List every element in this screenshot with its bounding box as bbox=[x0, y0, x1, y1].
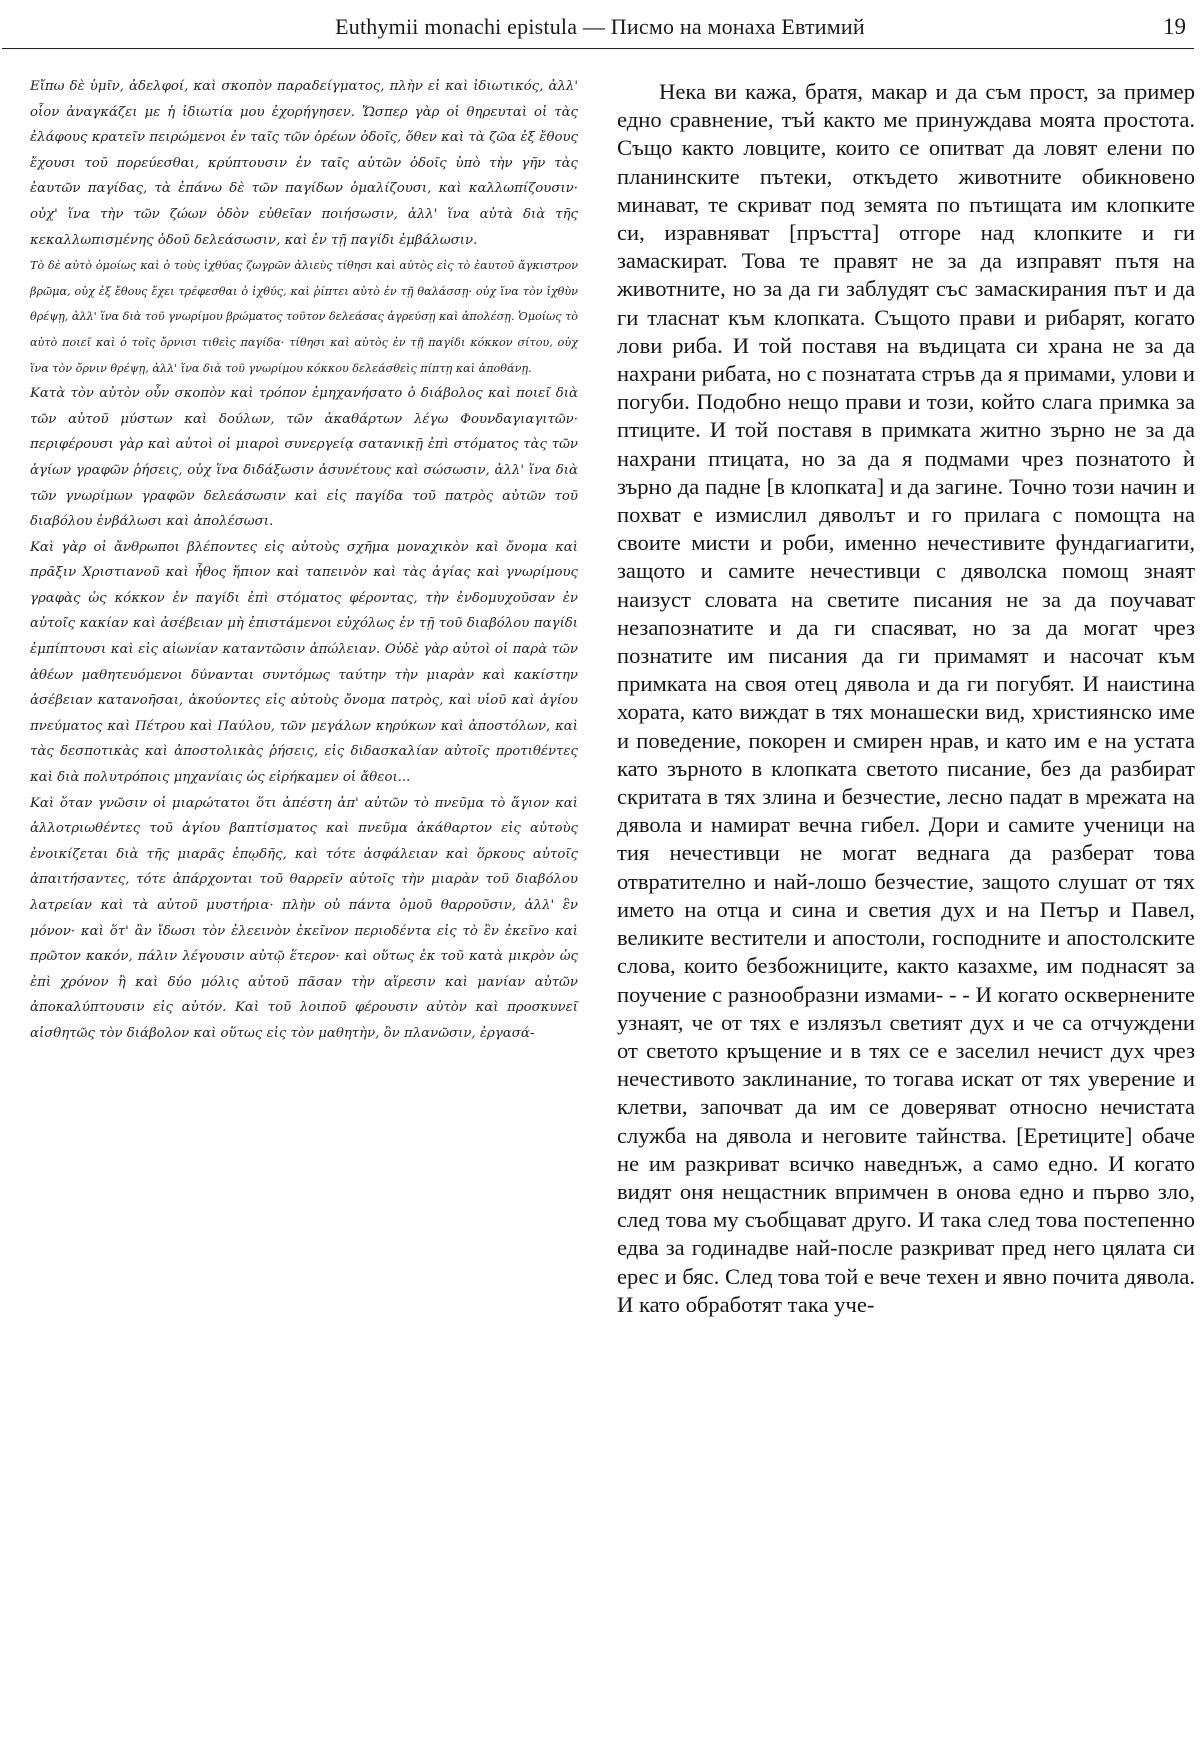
header-rule bbox=[2, 48, 1194, 49]
greek-text-column bbox=[30, 74, 578, 1047]
bulgarian-translation-column bbox=[617, 78, 1195, 1319]
bulgarian-paragraph: Нека ви кажа, братя, макар и да съм прост, за пример едно сравнение, тъй както ме принуждава моята простота. Също както ловците, които се опитват да ловят елени по планинските пътеки, откъдето животните обикновено минават, те скриват под земята по пътищата им клопките си, изравняват [пръстта] отгоре над клопките и ги замаскират. Това те правят не за да изправят пътя на животните, но за да ги заблудят със замаскирания път и да ги тласнат към клопката. Същото прави и рибарят, когато лови риба. И той поставя на въдицата си храна не за да нахрани рибата, но с познатата стръв да я примами, улови и погуби. Подобно нещо прави и този, който слага примка за птиците. И той поставя в примката житно зърно не за да нахрани птицата, но за да я подмами чрез познатото ѝ зърно да падне [в клопката] и да загине. Точно този начин и похват е измислил дяволът и го прилага с помощта на своите мисти и роби, именно нечестивите фундагиагити, защото и самите нечестивци с дяволска помощ знаят наизуст словата на светите писания не за да поучават незапознатите и да ги спасяват, но за да могат чрез познатите им писания да ги примамят и насочат към примката на своя отец дявола и да ги погубят. И наистина хората, като виждат в тях монашески вид, християнско име и поведение, покорен и смирен нрав, и като им е на устата като зърното в клопката светото писание, без да разбират скритата в тях злина и безчестие, лесно падат в мрежата на дявола и намират вечна гибел. Дори и самите ученици на тия нечестивци не могат веднага да разберат това отвратително и най-лошо безчестие, защото слушат от тях името на отца и сина и светия дух и на Петър и Павел, великите вестители и апостоли, господните и апостолските слова, които безбожниците, както казахме, им поднасят за поучение с разнообразни измами- - - И когато осквернените узнаят, че от тях е излязъл светият дух и че са отчуждени от светото кръщение и в тях се е заселил нечист дух чрез нечестивото заклинание, то тогава искат от тях уверение и клетви, започват да им се доверяват относно нечистата служба на дявола и неговите тайнства. [Еретиците] обаче не им разкриват всичко наведнъж, а само едно. И когато видят оня нещастник впримчен в онова едно и първо зло, след това му съобщават друго. И така след това постепенно едва за годинадве най-после разкриват пред него цялата си ерес и бяс. След това той е вече техен и явно почита дявола. И като обработят така уче- bbox=[617, 79, 1195, 1317]
greek-paragraph-5: Καὶ ὅταν γνῶσιν οἱ μιαρώτατοι ὅτι ἀπέστη ἀπ' αὐτῶν τὸ πνεῦμα τὸ ἅγιον καὶ ἀλλοτριωθέντες τοῦ ἁγίου βαπτίσματος καὶ πνεῦμα ἀκάθαρτον εἰς αὐτοὺς ἐνοικίζεται διὰ τῆς μιαρᾶς ἐπῳδῆς, καὶ τότε ἀσφάλειαν καὶ ὅρκους αὐτοῖς ἀπαιτήσαντες, τότε ἀπάρχονται τοῦ θαρρεῖν αὐτοῖς τὴν μιαρὰν τοῦ διαβόλου λατρείαν καὶ τὰ αὐτοῦ μυστήρια· πλὴν οὐ πάντα ὁμοῦ θαρροῦσιν, ἀλλ' ἓν μόνον· καὶ ὅτ' ἂν ἴδωσι τὸν ἐλεεινὸν ἐκεῖνον περιοδέντα εἰς τὸ ἓν ἐκεῖνο καὶ πρῶτον κακόν, πάλιν λέγουσιν αὐτῷ ἕτερον· καὶ οὕτως ἐκ τοῦ κατὰ μικρὸν ὡς ἐπὶ χρόνον ἢ καὶ δύο μόλις αὐτοῦ πᾶσαν τὴν αἵρεσιν καὶ μανίαν αὐτῶν ἀποκαλύπτουσιν εἰς αὐτόν. Καὶ τοῦ λοιποῦ φέρουσιν αὐτὸν καὶ προσκυνεῖ αἰσθητῶς τὸν διάβολον καὶ οὕτως εἰς τὸν μαθητὴν, ὃν πλανῶσιν, ἐργασά- bbox=[30, 795, 578, 1041]
running-title: Euthymii monachi epistula — Писмо на монаха Евтимий bbox=[335, 14, 865, 39]
page-number: 19 bbox=[1163, 14, 1186, 39]
greek-paragraph-1: Εἴπω δὲ ὑμῖν, ἀδελφοί, καὶ σκοπὸν παραδείγματος, πλὴν εἰ καὶ ἰδιωτικός, ἀλλ' οἷον ἀναγκάζει με ἡ ἰδιωτία μου ἐχορήγησεν. Ὥσπερ γὰρ οἱ θηρευταὶ οἱ τὰς ἐλάφους κρατεῖν πειρώμενοι ἐν ταῖς τῶν ὀρέων ὁδοῖς, ὅθεν καὶ τὰ ζῶα ἐξ ἔθους ἔχουσι τοῦ πορεύεσθαι, κρύπτουσιν ἐν ταῖς αὐτῶν ὁδοῖς ὑπὸ τὴν γῆν τὰς ἑαυτῶν παγίδας, τὰ ἐπάνω δὲ τῶν παγίδων ὁμαλίζουσι, καὶ καλλωπίζουσιν· οὐχ' ἵνα τὴν τῶν ζώων ὁδὸν εὐθεῖαν ποιήσωσιν, ἀλλ' ἵνα αὐτὰ διὰ τῆς κεκαλλωπισμένης ὁδοῦ δελεάσωσιν, καὶ ἐν τῇ παγίδι ἐμβάλωσιν. bbox=[30, 79, 578, 248]
page-header bbox=[0, 8, 1200, 50]
greek-paragraph-2: Τὸ δὲ αὐτὸ ὁμοίως καὶ ὁ τοὺς ἰχθύας ζωγρῶν ἁλιεὺς τίθησι καὶ αὐτὸς εἰς τὸ ἑαυτοῦ ἄγκιστρον βρῶμα, οὐχ ἐξ ἔθους ἔχει τρέφεσθαι ὁ ἰχθύς, καὶ ῥίπτει αὐτὸ ἐν τῇ θαλάσσῃ· οὐχ ἵνα τὸν ἰχθὺν θρέψῃ, ἀλλ' ἵνα διὰ τοῦ γνωρίμου βρώματος τοῦτον δελεάσας ἀγρεύσῃ καὶ ἀπολέσῃ. Ὁμοίως τὸ αὐτὸ ποιεῖ καὶ ὁ τοῖς ὄρνισι τιθεὶς παγίδα· τίθησι καὶ αὐτὸς ἐν τῇ παγίδι κόκκον σίτου, οὐχ ἵνα τὸν ὄρνιν θρέψῃ, ἀλλ' ἵνα διὰ τοῦ γνωρίμου κόκκου δελεάσθεὶς πίπτῃ καὶ ἀποθάνῃ. bbox=[30, 259, 578, 375]
greek-paragraph-4: Καὶ γὰρ οἱ ἄνθρωποι βλέποντες εἰς αὐτοὺς σχῆμα μοναχικὸν καὶ ὄνομα καὶ πρᾶξιν Χριστιανοῦ καὶ ἦθος ἥπιον καὶ ταπεινὸν καὶ τὰς ἁγίας καὶ γνωρίμους γραφὰς ὡς κόκκον ἐν παγίδι ἐπὶ στόματος φέροντας, τὴν ἐνδομυχοῦσαν ἐν αὐτοῖς κακίαν καὶ ἀσέβειαν μὴ ἐπιστάμενοι εὐχόλως ἐν τῇ τοῦ διαβόλου παγίδι ἐμπίπτουσι καὶ εἰς αἰωνίαν καταντῶσιν ἀπώλειαν. Οὐδὲ γὰρ αὐτοὶ οἱ παρὰ τῶν ἀθέων μαθητευόμενοι δύνανται συντόμως ταύτην τὴν μιαρὰν καὶ κακίστην ἀσέβειαν κατανοῆσαι, ἀκούοντες εἰς αὐτοὺς ὄνομα πατρὸς, καὶ υἱοῦ καὶ ἁγίου πνεύματος καὶ Πέτρου καὶ Παύλου, τῶν μεγάλων κηρύκων καὶ ἀποστόλων, καὶ τὰς δεσποτικὰς καὶ ἀποστολικὰς ῥήσεις, εἰς διδασκαλίαν αὐτοῖς προτιθέντες καὶ διὰ πολυτρόποις μηχανίαις ὡς εἰρήκαμεν οἱ ἄθεοι... bbox=[30, 539, 578, 786]
greek-paragraph-3: Κατὰ τὸν αὐτὸν οὖν σκοπὸν καὶ τρόπον ἐμηχανήσατο ὁ διάβολος καὶ ποιεῖ διὰ τῶν αὐτοῦ μύστων καὶ δούλων, τῶν ἀκαθάρτων λέγω Φουνδαγιαγιτῶν· περιφέρουσι γὰρ καὶ αὐτοὶ οἱ μιαροὶ συνεργείᾳ σατανικῇ ἐπὶ στόματος τὰς τῶν ἁγίων γραφῶν ῥήσεις, οὐχ ἵνα διδάξωσιν ἀσυνέτους καὶ σώσωσιν, ἀλλ' ἵνα διὰ τῶν γνωρίμων γραφῶν δελεάσωσιν καὶ εἰς παγίδα τοῦ πατρὸς αὐτῶν τοῦ διαβόλου ἐνβάλωσι καὶ ἀπολέσωσι. bbox=[30, 386, 578, 530]
